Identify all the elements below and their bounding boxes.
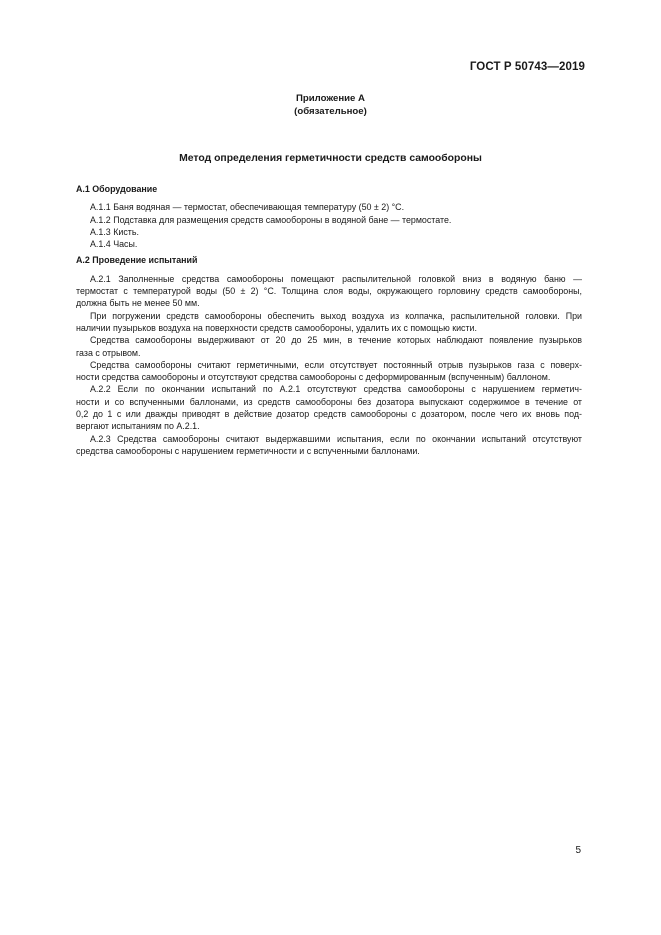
equipment-item: А.1.1 Баня водяная — термостат, обеспечивающая температуру (50 ± 2) °С. xyxy=(90,202,405,213)
text-line: Средства самообороны выдерживают от 20 до 25 мин, в течение которых наблюдают появление пузырьков xyxy=(90,335,582,346)
equipment-item: А.1.3 Кисть. xyxy=(90,226,139,237)
equipment-list xyxy=(76,201,582,250)
test-procedure xyxy=(76,273,582,457)
equipment-item: А.1.4 Часы. xyxy=(90,239,138,250)
text-line: должна быть не менее 50 мм. xyxy=(76,298,200,309)
text-line: А.2.2 Если по окончании испытаний по А.2.1 отсутствуют средства самообороны с нарушением герметич- xyxy=(90,384,582,395)
text-line: термостат с температурой воды (50 ± 2) °С. Толщина слоя воды, окружающего горловину средств самообороны, xyxy=(76,286,582,297)
section-a2-heading: А.2 Проведение испытаний xyxy=(76,255,198,266)
paragraph-a21 xyxy=(76,273,582,310)
text-line: А.2.3 Средства самообороны считают выдержавшими испытания, если по окончании испытаний отсутствуют xyxy=(90,433,582,444)
standard-number: ГОСТ Р 50743—2019 xyxy=(469,61,585,73)
appendix-heading xyxy=(0,92,661,118)
paragraph-a22 xyxy=(76,383,582,432)
document-body xyxy=(76,183,582,457)
section-a1-heading: А.1 Оборудование xyxy=(76,184,158,194)
text-line: При погружении средств самообороны обеспечить выход воздуха из колпачка, распылительной головки. При xyxy=(90,310,582,321)
paragraph-immersion xyxy=(76,310,582,335)
text-line: вергают испытаниям по А.2.1. xyxy=(76,421,200,432)
paragraph-a23 xyxy=(76,433,582,458)
text-line: 0,2 до 1 с или дважды приводят в действие дозатор средств самообороны с дозатором, после чего их вновь под- xyxy=(76,409,582,420)
text-line: ности и со вспученными баллонами, из средств самообороны без дозатора выпускают содержимое в течение от xyxy=(76,396,582,407)
text-line: А.2.1 Заполненные средства самообороны помещают распылительной головкой вниз в водяную баню — xyxy=(90,273,582,284)
text-line: ности средства самообороны и отсутствуют средства самообороны с деформированным (вспученным) баллоном. xyxy=(76,372,551,383)
appendix-title: Приложение А xyxy=(296,93,365,104)
text-line: наличии пузырьков воздуха на поверхности средств самообороны, удалить их с помощью кисти. xyxy=(76,322,477,333)
text-line: Средства самообороны считают герметичными, если отсутствует постоянный отрыв пузырьков газа с поверх- xyxy=(90,359,582,370)
equipment-item: А.1.2 Подставка для размещения средств самообороны в водяной бане — термостате. xyxy=(90,214,452,225)
text-line: средства самообороны с нарушением герметичности и с вспученными баллонами. xyxy=(76,445,420,456)
appendix-status: (обязательное) xyxy=(294,106,367,117)
paragraph-tightness-criteria xyxy=(76,359,582,384)
paragraph-holding-time xyxy=(76,334,582,359)
method-title: Метод определения герметичности средств самообороны xyxy=(179,153,482,164)
page-number: 5 xyxy=(575,845,581,856)
text-line: газа с отрывом. xyxy=(76,347,141,358)
